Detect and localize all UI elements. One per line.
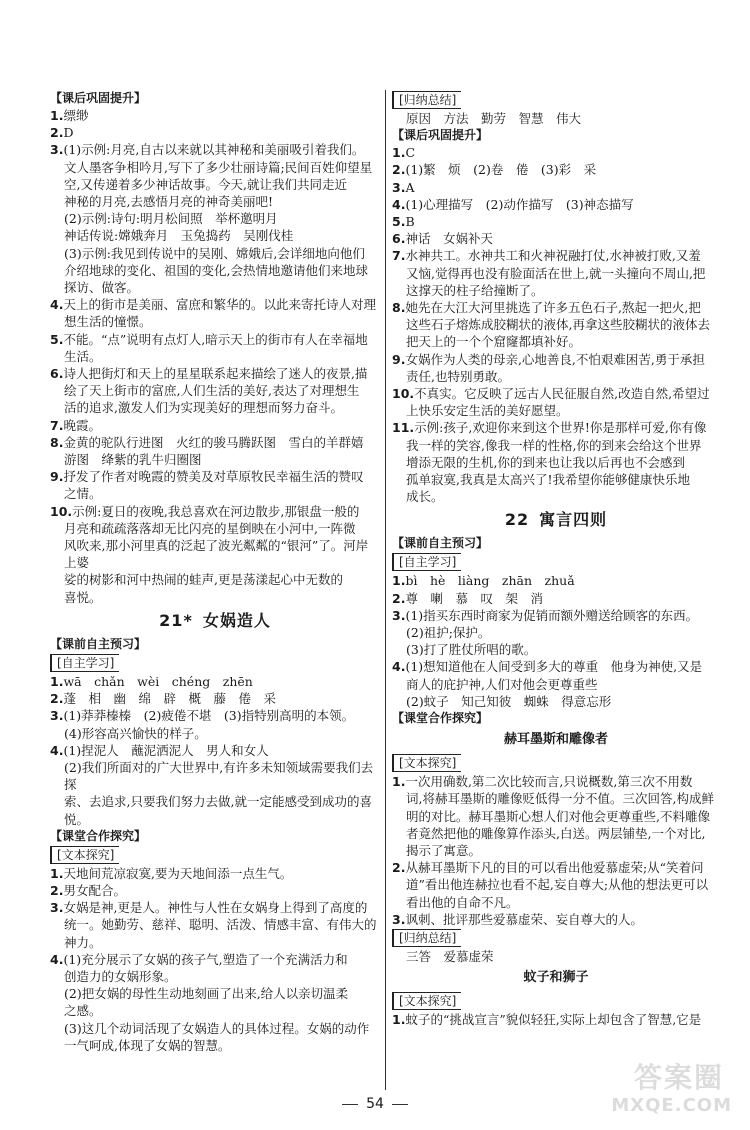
answer-text: 不真实。它反映了远古人民征服自然,改造自然,希望过 <box>414 386 710 402</box>
answer-number: 1. <box>392 573 406 589</box>
answer-item <box>50 951 380 968</box>
answer-text: 诗人把街灯和天上的星星联系起来描绘了迷人的夜景,描 <box>63 366 368 382</box>
answer-item <box>392 658 720 675</box>
answer-continuation <box>406 693 720 710</box>
answer-item <box>392 144 720 161</box>
answer-text: 又恼,觉得再也没有脸面活在世上,就一头撞向不周山,把 <box>406 265 706 281</box>
answer-number: 1. <box>50 673 64 689</box>
answer-continuation <box>64 279 380 296</box>
answer-item <box>50 503 380 520</box>
answer-number: 5. <box>392 214 406 230</box>
answer-text: 探访、做客。 <box>64 280 140 296</box>
chapter-name: 寓言四则 <box>539 510 608 530</box>
answer-item <box>50 468 380 485</box>
answer-item <box>392 607 720 624</box>
answer-continuation <box>406 825 720 842</box>
answer-text: (4)形容高兴愉快的样子。 <box>64 725 207 741</box>
answer-item <box>392 351 720 368</box>
answer-text: 晚霞。 <box>63 417 101 433</box>
answer-text: 游图 绛紫的乳牛归圈图 <box>64 452 202 468</box>
answer-item <box>50 882 380 899</box>
subsection-label: [文本探究] <box>50 846 119 864</box>
answer-text: 索、去追求,只要我们努力去做,就一定能感受到成功的喜悦。 <box>64 794 372 827</box>
section-header: 【课前自主预习】 <box>392 536 489 551</box>
answer-continuation <box>406 641 720 658</box>
answer-text: 神话 女娲补天 <box>405 231 493 247</box>
section-header: 【课前自主预习】 <box>50 636 147 651</box>
answer-number: 6. <box>50 366 64 382</box>
answer-continuation <box>406 624 720 641</box>
answer-item <box>392 572 720 589</box>
answer-text: 之情。 <box>64 486 102 502</box>
answer-number: 7. <box>50 417 64 433</box>
answer-number: 9. <box>392 351 406 367</box>
answer-continuation <box>406 894 720 911</box>
answer-continuation <box>64 571 380 588</box>
answer-continuation <box>406 368 720 385</box>
answer-text: 之感。 <box>64 1003 102 1019</box>
summary-text: 三答 爱慕虚荣 <box>406 948 494 964</box>
answer-text: 不能。“点”说明有点灯人,暗示天上的街市有人在幸福地 <box>63 331 368 347</box>
answer-text: 一气呵成,体现了女娲的智慧。 <box>64 1037 231 1053</box>
answer-text: 绘了天上街市的富庶,人们生活的美好,表达了对理想生 <box>64 383 360 399</box>
answer-continuation <box>64 262 380 279</box>
answer-item <box>392 230 720 247</box>
answer-text: (2)把女娲的母性生动地刻画了出来,给人以亲切温柔 <box>64 986 349 1002</box>
answer-item <box>50 331 380 348</box>
answer-continuation <box>406 808 720 825</box>
answer-continuation <box>64 399 380 416</box>
answer-text: 责任,也特别勇敢。 <box>406 368 510 384</box>
story-title: 赫耳墨斯和雕像者 <box>503 732 608 748</box>
answer-text: 一次用确数,第二次比较而言,只说概数,第三次不用数 <box>405 774 693 790</box>
answer-continuation <box>64 537 380 571</box>
answer-text: 这些石子熔炼成胶糊状的液体,再拿这些胶糊状的液体去 <box>406 317 710 333</box>
answer-text: 活的追求,激发人们为实现美好的理想而努力奋斗。 <box>64 400 343 416</box>
chapter-name: 女娲造人 <box>202 610 271 630</box>
answer-number: 2. <box>392 162 406 178</box>
answer-number: 8. <box>50 434 64 450</box>
answer-item <box>392 161 720 178</box>
answer-text: 蓬 相 幽 绵 辟 概 藤 倦 采 <box>63 691 276 707</box>
answer-number: 3. <box>50 900 64 916</box>
answer-item <box>50 434 380 451</box>
site-watermark-logo <box>612 1056 732 1116</box>
answer-text: (3)示例:我见到传说中的吴刚、嫦娥后,会详细地向他们 <box>64 245 365 261</box>
answer-continuation <box>64 725 380 742</box>
answer-text: (1)繁 烦 (2)卷 倦 (3)彩 采 <box>405 162 597 178</box>
subsection-label: [自主学习] <box>392 553 461 571</box>
answer-continuation <box>64 193 380 210</box>
answer-text: 把天上的一个个窟窿都填补好。 <box>406 334 582 350</box>
page-number: 54 <box>366 1096 384 1112</box>
answer-text: A <box>405 179 415 195</box>
answer-text: 天地间荒凉寂寞,要为天地间添一点生气。 <box>63 865 293 881</box>
answer-text: (1)指买东西时商家为促销而额外赠送给顾客的东西。 <box>405 607 699 623</box>
answer-continuation <box>64 916 380 950</box>
subsection-label: [自主学习] <box>50 654 119 672</box>
answer-number: 10. <box>392 386 415 402</box>
subsection-label: [归纳总结] <box>392 929 461 947</box>
left-column <box>50 90 380 1054</box>
section-header: 【课后巩固提升】 <box>392 128 489 143</box>
answer-continuation <box>64 1020 380 1037</box>
answer-number: 4. <box>392 196 406 212</box>
answer-text: 示例:夏日的夜晚,我总喜欢在河边散步,那银盘一般的 <box>72 503 360 519</box>
answer-text: (3)这几个动词活现了女娲造人的具体过程。女娲的动作 <box>64 1020 370 1036</box>
answer-continuation <box>64 985 380 1002</box>
answer-continuation <box>64 348 380 365</box>
answer-number: 4. <box>50 742 64 758</box>
answer-item <box>50 707 380 724</box>
summary-text: 原因 方法 勤劳 智慧 伟大 <box>406 111 582 126</box>
answer-text: 从赫耳墨斯下凡的目的可以看出他爱慕虚荣;从“笑着问 <box>405 860 704 876</box>
footer-dash <box>342 1104 358 1105</box>
answer-text: 风吹来,那小河里真的泛起了波光粼粼的“银河”了。河岸上婆 <box>64 538 369 571</box>
answer-list <box>50 673 380 828</box>
answer-item <box>50 365 380 382</box>
answer-continuation <box>406 876 720 893</box>
answer-text: (1)充分展示了女娲的孩子气,塑造了一个充满活力和 <box>63 951 348 967</box>
answer-text: D <box>63 125 74 141</box>
answer-text: bì hè liàng zhān zhuǎ <box>405 573 575 589</box>
subsection-label: [文本探究] <box>392 992 461 1010</box>
answer-item <box>392 590 720 607</box>
answer-continuation <box>406 471 720 488</box>
answer-item <box>392 196 720 213</box>
answer-text: 尊 喇 慕 叹 架 消 <box>405 590 543 606</box>
answer-item <box>50 742 380 759</box>
watermark-text: 答案圈 <box>633 1061 724 1094</box>
answer-continuation <box>64 451 380 468</box>
answer-text: 创造力的女娲形象。 <box>64 968 177 984</box>
answer-continuation <box>64 485 380 502</box>
chapter-number: 21* <box>159 610 193 630</box>
answer-continuation <box>64 968 380 985</box>
answer-text: 神秘的月亮,去感悟月亮的神奇美丽吧! <box>64 194 273 210</box>
answer-text: 商人的庇护神,人们对他会更尊重些 <box>406 676 598 692</box>
answer-list <box>392 773 720 928</box>
right-column <box>392 90 720 1028</box>
answer-item <box>50 141 380 158</box>
answer-continuation <box>64 793 380 827</box>
answer-item <box>392 1011 720 1028</box>
answer-text: 抒发了作者对晚霞的赞美及对草原牧民幸福生活的赞叹 <box>63 469 364 485</box>
answer-number: 3. <box>392 911 406 927</box>
answer-text: 想生活的憧憬。 <box>64 314 152 330</box>
answer-list <box>392 1011 720 1028</box>
answer-text: (1)想知道他在人间受到多大的尊重 他身为神使,又是 <box>405 659 703 675</box>
answer-text: 示例:孩子,欢迎你来到这个世界!你是那样可爱,你有像 <box>414 420 707 436</box>
answer-text: 我一样的笑容,像我一样的性格,你的到来会给这个世界 <box>406 437 702 453</box>
answer-text: 明的对比。赫耳墨斯心想人们对他会更尊重些,不料雕像 <box>406 808 710 824</box>
answer-continuation <box>64 176 380 193</box>
answer-item <box>392 179 720 196</box>
answer-continuation <box>406 265 720 282</box>
answer-item <box>392 213 720 230</box>
answer-text: 上快乐安定生活的美好愿望。 <box>406 403 569 419</box>
answer-text: (2)示例:诗句:明月松间照 举杯邀明月 <box>64 211 278 227</box>
answer-continuation <box>406 316 720 333</box>
answer-number: 3. <box>392 607 406 623</box>
answer-number: 11. <box>392 420 415 436</box>
answer-number: 2. <box>50 691 64 707</box>
answer-number: 4. <box>50 297 64 313</box>
answer-text: (1)心理描写 (2)动作描写 (3)神态描写 <box>405 196 634 212</box>
answer-number: 3. <box>50 708 64 724</box>
answer-text: (2)蚊子 知己知彼 蜘蛛 得意忘形 <box>406 693 612 709</box>
answer-text: 者竟然把他的雕像算作添头,白送。两层铺垫,一个对比, <box>406 825 706 841</box>
column-divider <box>385 90 386 1090</box>
answer-continuation <box>406 282 720 299</box>
answer-item <box>50 899 380 916</box>
answer-list <box>50 865 380 1054</box>
chapter-title <box>392 507 720 533</box>
answer-continuation <box>64 759 380 793</box>
answer-continuation <box>64 159 380 176</box>
answer-item <box>392 911 720 928</box>
answer-text: (1)示例:月亮,自古以来就以其神秘和美丽吸引着我们。 <box>63 142 365 158</box>
answer-text: 水神共工。水神共工和火神祝融打仗,水神被打败,又羞 <box>405 248 701 264</box>
subsection-label: [归纳总结] <box>392 91 461 109</box>
answer-continuation <box>406 488 720 505</box>
answer-text: (2)我们所面对的广大世界中,有许多未知领域需要我们去探 <box>64 759 374 793</box>
answer-text: 增添无限的生机,你的到来也让我以后再也不会感到 <box>406 454 685 470</box>
answer-item <box>50 673 380 690</box>
answer-text: 月亮和疏疏落落却无比闪亮的星倒映在小河中,一阵微 <box>64 520 356 536</box>
answer-number: 10. <box>50 503 73 519</box>
answer-number: 4. <box>50 951 64 967</box>
answer-text: 女娲作为人类的母亲,心地善良,不怕艰难困苦,勇于承担 <box>405 351 705 367</box>
answer-text: 喜悦。 <box>64 589 102 605</box>
answer-item <box>392 247 720 264</box>
answer-item <box>50 296 380 313</box>
answer-continuation <box>406 842 720 859</box>
answer-number: 2. <box>392 860 406 876</box>
watermark-url: MXQE.COM <box>611 1095 732 1116</box>
answer-text: 讽刺、批评那些爱慕虚荣、妄自尊大的人。 <box>405 911 643 927</box>
answer-continuation <box>64 313 380 330</box>
answer-text: (2)祖护;保护。 <box>406 625 491 641</box>
chapter-title <box>50 608 380 634</box>
answer-text: 揭示了寓意。 <box>406 842 482 858</box>
answer-item <box>50 107 380 124</box>
answer-text: 男女配合。 <box>63 882 126 898</box>
answer-continuation <box>406 402 720 419</box>
answer-number: 2. <box>50 882 64 898</box>
answer-number: 2. <box>50 125 64 141</box>
answer-list <box>50 107 380 606</box>
answer-text: 成长。 <box>406 489 444 505</box>
answer-number: 7. <box>392 248 406 264</box>
answer-text: C <box>405 145 416 161</box>
answer-text: 娑的树影和河中热闹的蛙声,更是荡漾起心中无数的 <box>64 572 343 588</box>
answer-continuation <box>64 210 380 227</box>
answer-text: 词,将赫耳墨斯的雕像贬低得一分不值。三次回答,构成鲜 <box>406 791 714 807</box>
answer-continuation <box>64 245 380 262</box>
answer-item <box>392 859 720 876</box>
answer-continuation <box>406 790 720 807</box>
answer-text: wā chǎn wèi chéng zhēn <box>63 673 253 689</box>
answer-text: 文人墨客争相吟月,写下了多少壮丽诗篇;民间百姓仰望星 <box>64 159 373 175</box>
answer-continuation <box>406 437 720 454</box>
answer-text: B <box>405 214 415 230</box>
answer-continuation <box>406 676 720 693</box>
answer-text: 生活。 <box>64 348 102 364</box>
answer-item <box>50 865 380 882</box>
answer-number: 6. <box>392 231 406 247</box>
answer-item <box>50 417 380 434</box>
answer-text: 天上的街市是美丽、富庶和繁华的。以此来寄托诗人对理 <box>63 297 376 313</box>
answer-number: 2. <box>392 590 406 606</box>
answer-number: 1. <box>50 865 64 881</box>
answer-item <box>392 773 720 790</box>
answer-number: 4. <box>392 659 406 675</box>
answer-continuation <box>64 1037 380 1054</box>
answer-text: 看出他的自命不凡。 <box>406 894 519 910</box>
answer-text: 空,又传递着多少神话故事。今天,就让我们共同走近 <box>64 176 347 192</box>
answer-number: 9. <box>50 469 64 485</box>
answer-continuation <box>406 454 720 471</box>
answer-text: (1)捏泥人 蘸泥洒泥人 男人和女人 <box>63 742 269 758</box>
story-title: 蚊子和狮子 <box>523 970 589 986</box>
answer-text: 蚊子的“挑战宣言”貌似轻狂,实际上却包含了智慧,它是 <box>405 1012 702 1028</box>
answer-text: 道”看出他连赫拉也看不起,妄自尊大;从他的想法更可以 <box>406 877 709 893</box>
answer-text: (3)打了胜仗所唱的歌。 <box>406 642 537 658</box>
answer-number: 5. <box>50 331 64 347</box>
answer-number: 8. <box>392 300 406 316</box>
answer-list <box>392 572 720 710</box>
answer-item <box>392 385 720 402</box>
answer-text: 统一。她勤劳、慈祥、聪明、活泼、情感丰富、有伟大的神力。 <box>64 917 377 950</box>
answer-number: 3. <box>392 179 406 195</box>
answer-number: 1. <box>392 774 406 790</box>
answer-text: 介绍地球的变化、祖国的变化,会热情地邀请他们来地球 <box>64 262 368 278</box>
answer-continuation <box>64 227 380 244</box>
answer-continuation <box>64 589 380 606</box>
answer-text: 女娲是神,更是人。神性与人性在女娲身上得到了高度的 <box>63 900 368 916</box>
section-header: 【课堂合作探究】 <box>50 828 147 843</box>
answer-text: (1)莽莽榛榛 (2)疲倦不堪 (3)指特别高明的本领。 <box>63 708 355 724</box>
answer-number: 1. <box>392 145 406 161</box>
answer-item <box>50 124 380 141</box>
section-header: 【课后巩固提升】 <box>50 91 147 105</box>
answer-item <box>50 690 380 707</box>
answer-number: 3. <box>50 142 64 158</box>
answer-text: 神话传说:嫦娥奔月 玉兔捣药 吴刚伐桂 <box>64 228 294 244</box>
answer-number: 1. <box>392 1012 406 1028</box>
answer-text: 缥缈 <box>63 108 89 123</box>
answer-text: 她先在大江大河里挑选了许多五色石子,熬起一把火,把 <box>405 300 701 316</box>
answer-continuation <box>64 520 380 537</box>
answer-continuation <box>64 382 380 399</box>
answer-item <box>392 419 720 436</box>
answer-text: 这撑天的柱子给撞断了。 <box>406 282 544 298</box>
answer-continuation <box>64 1002 380 1019</box>
subsection-label: [文本探究] <box>392 754 461 772</box>
answer-text: 金黄的驼队行进图 火红的骏马腾跃图 雪白的羊群嬉 <box>63 434 364 450</box>
chapter-number: 22 <box>504 510 530 530</box>
footer-dash <box>392 1104 408 1105</box>
section-header: 【课堂合作探究】 <box>392 711 489 726</box>
answer-number: 1. <box>50 108 64 123</box>
answer-text: 孤单寂寞,我真是太高兴了!我希望你能够健康快乐地 <box>406 472 690 488</box>
answer-list <box>392 144 720 505</box>
answer-item <box>392 299 720 316</box>
answer-continuation <box>406 333 720 350</box>
